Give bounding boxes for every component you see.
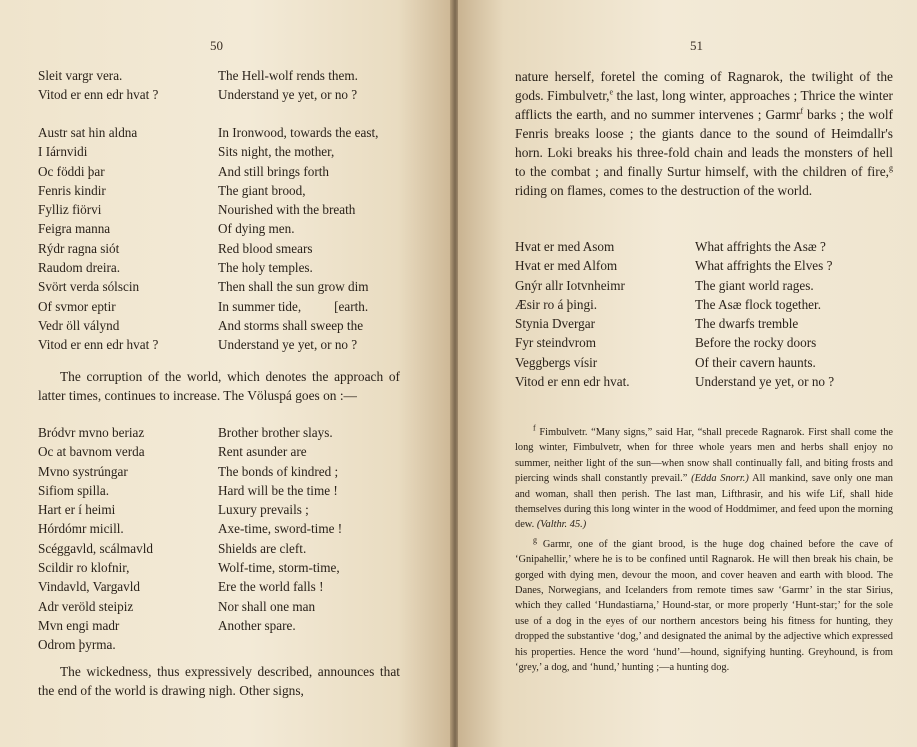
paragraph-text xyxy=(515,67,893,200)
old-norse-line: Fyr steindvrom xyxy=(515,335,596,351)
translation-line: Understand ye yet, or no ? xyxy=(695,374,835,390)
footnote-g xyxy=(515,537,893,676)
verse-line xyxy=(515,256,905,275)
page-number-right: 51 xyxy=(690,38,703,53)
old-norse-line: Vitod er enn edr hvat. xyxy=(515,374,630,390)
footnote-marker: e xyxy=(609,87,614,97)
verse-line xyxy=(515,295,905,314)
footnote-f xyxy=(515,425,893,533)
verse-line xyxy=(38,577,438,596)
translation-line: The giant world rages. xyxy=(695,277,814,293)
translation-line: Of dying men. xyxy=(218,221,295,237)
verse-block-2 xyxy=(38,123,438,355)
verse-block-4 xyxy=(515,237,905,391)
verse-line xyxy=(38,142,438,161)
translation-line: Understand ye yet, or no ? xyxy=(218,87,358,103)
verse-line xyxy=(38,616,438,635)
translation-line: The Hell-wolf rends them. xyxy=(218,68,358,83)
old-norse-line: Fenris kindir xyxy=(38,182,106,198)
old-norse-line: Æsir ro á þingi. xyxy=(515,296,598,312)
verse-line xyxy=(38,258,438,277)
old-norse-line: Hvat er med Alfom xyxy=(515,258,618,274)
text-run: nature herself, foretel the coming of Ragnarok, the twilight of the gods. Fimbulvetr, xyxy=(515,69,893,103)
text-run: All mankind, save only one man and woman, shall then perish. The last man, Lifthrasir, and his wife Lif, shall hide themselves during this long winter in the wood of Hoddmimer, and feed upon the morning dew. xyxy=(515,473,893,531)
verse-line xyxy=(515,353,905,372)
old-norse-line: Vedr öll válynd xyxy=(38,317,120,333)
verse-line xyxy=(515,276,905,295)
citation: (Edda Snorr.) xyxy=(691,473,749,485)
translation-line: Axe-time, sword-time ! xyxy=(218,521,343,537)
old-norse-line: Hórdómr micill. xyxy=(38,521,124,537)
translation-line: The dwarfs tremble xyxy=(695,316,799,332)
old-norse-line: Vindavld, Vargavld xyxy=(38,579,141,595)
verse-line xyxy=(38,635,438,654)
old-norse-line: Hart er í heimi xyxy=(38,502,116,518)
translation-line: The bonds of kindred ; xyxy=(218,463,339,479)
verse-line xyxy=(38,442,438,461)
old-norse-line: Veggbergs vísir xyxy=(515,354,598,370)
page-number-left: 50 xyxy=(210,38,223,53)
translation-line: Wolf-time, storm-time, xyxy=(218,560,340,576)
translation-line: What affrights the Asæ ? xyxy=(695,239,826,254)
old-norse-line: Feigra manna xyxy=(38,221,111,237)
verse-line xyxy=(38,239,438,258)
prose-paragraph-3 xyxy=(515,67,893,200)
translation-line: Then shall the sun grow dim xyxy=(218,279,369,295)
translation-line: Before the rocky doors xyxy=(695,335,817,351)
old-norse-line: Raudom dreira. xyxy=(38,260,121,276)
translation-line: Nourished with the breath xyxy=(218,202,356,218)
translation-line: Ere the world falls ! xyxy=(218,579,324,595)
text-run: the last, long winter, approaches ; Thrice the winter afflicts the earth, and no summer intervenes ; Garmr xyxy=(515,88,893,122)
footnote-marker: f xyxy=(533,423,536,433)
verse-line xyxy=(38,558,438,577)
verse-line xyxy=(38,539,438,558)
translation-line: The Asæ flock together. xyxy=(695,296,821,312)
translation-line: Red blood smears xyxy=(218,240,313,256)
verse-line xyxy=(38,85,438,104)
translation-line: Rent asunder are xyxy=(218,444,307,460)
verse-line xyxy=(38,316,438,335)
translation-line: In Ironwood, towards the east, xyxy=(218,125,379,140)
footnote-marker: g xyxy=(533,535,537,545)
translation-line: Hard will be the time ! xyxy=(218,482,338,498)
verse-line xyxy=(38,297,438,316)
verse-line xyxy=(38,219,438,238)
old-norse-line: Svört verda sólscin xyxy=(38,279,140,295)
old-norse-line: Stynia Dvergar xyxy=(515,316,595,332)
translation-line: The giant brood, xyxy=(218,182,306,198)
old-norse-line: Oc at bavnom verda xyxy=(38,444,145,460)
translation-line: Luxury prevails ; xyxy=(218,502,309,518)
old-norse-line: Hvat er med Asom xyxy=(515,239,615,254)
old-norse-line: Vitod er enn edr hvat ? xyxy=(38,87,159,103)
translation-line: What affrights the Elves ? xyxy=(695,258,833,274)
translation-line: Nor shall one man xyxy=(218,598,316,614)
old-norse-line: Gnýr allr Iotvnheimr xyxy=(515,277,625,293)
verse-line xyxy=(515,333,905,352)
old-norse-line: Mvno systrúngar xyxy=(38,463,128,479)
translation-line xyxy=(218,635,438,654)
old-norse-line: Of svmor eptir xyxy=(38,298,116,314)
old-norse-line: Austr sat hin aldna xyxy=(38,125,138,140)
translation-line: Another spare. xyxy=(218,617,296,633)
old-norse-line: Sifiom spilla. xyxy=(38,482,110,498)
old-norse-line: Vitod er enn edr hvat ? xyxy=(38,337,159,353)
translation-line: Sits night, the mother, xyxy=(218,144,335,160)
prose-paragraph-1 xyxy=(38,367,400,405)
paragraph-text: The corruption of the world, which denotes the approach of latter times, continues to increase. The Völuspá goes on :— xyxy=(38,369,400,403)
old-norse-line: I Iárnvidi xyxy=(38,144,88,160)
verse-line xyxy=(38,519,438,538)
old-norse-line: Adr veröld steipiz xyxy=(38,598,134,614)
translation-line: Brother brother slays. xyxy=(218,425,333,440)
old-norse-line: Bródvr mvno beriaz xyxy=(38,425,145,440)
paragraph-text: The wickedness, thus expressively described, announces that the end of the world is drawing nigh. Other signs, xyxy=(38,664,400,698)
old-norse-line: Fylliz fiörvi xyxy=(38,202,102,218)
footnote-marker: g xyxy=(889,163,893,173)
old-norse-line: Mvn engi madr xyxy=(38,617,120,633)
translation-line: In summer tide, [earth. xyxy=(218,298,369,314)
old-norse-line: Rýdr ragna siót xyxy=(38,240,120,256)
text-run: Fimbulvetr. “Many signs,” said Har, “shall precede Ragnarok. First shall come the long winter, Fimbulvetr, when for three whole years men and herbs shall enjoy no summer, neither light of the sun—when snow shall continually fall, and biting frosts and piercing winds shall constantly prevail.” xyxy=(515,427,893,485)
text-run: Garmr, one of the giant brood, is the huge dog chained before the cave of ‘Gnipahellir,’ where he is to be confined until Ragnarok. He will then break his chain, be gorged with dying men, devour the moon, and cover heaven and earth with blood. The Danes, Norwegians, and Icelanders from remote times saw ‘Garmr’ in the star Sirius, which they called ‘Hundastiarna,’ Hound-star, or more properly ‘Hunt-star;’ for the sole use of a dog in the eyes of our northern ancestors being his fitness for hunting, they dropped the substantive ‘dog,’ and designated the animal by the adjective which expressed his properties. Hence the word ‘hund’—hound, signifying hunting. Greyhound, is from ‘grey,’ a dog, and ‘hund,’ hunting ;—a hunting dog. xyxy=(515,538,893,674)
verse-line xyxy=(515,237,905,256)
verse-line xyxy=(38,181,438,200)
old-norse-line: Scéggavld, scálmavld xyxy=(38,540,153,556)
prose-paragraph-2 xyxy=(38,662,400,700)
translation-line: And still brings forth xyxy=(218,163,329,179)
footnote-marker: f xyxy=(800,106,804,116)
translation-line: The holy temples. xyxy=(218,260,313,276)
text-run: barks ; the wolf Fenris breaks loose ; the giants dance to the sound of Heimdallr's horn. Loki breaks his three-fold chain and leads the monsters of hell to the combat ; and finally Surtur himself, with the children of fire, xyxy=(515,107,893,179)
verse-line xyxy=(38,162,438,181)
verse-line xyxy=(515,314,905,333)
verse-block-1 xyxy=(38,66,438,105)
old-norse-line: Oc föddi þar xyxy=(38,163,105,179)
verse-line xyxy=(38,200,438,219)
left-page xyxy=(0,0,452,747)
verse-line xyxy=(38,123,438,142)
verse-line xyxy=(38,481,438,500)
verse-line xyxy=(515,372,905,391)
verse-line xyxy=(38,66,438,85)
old-norse-line: Odrom þyrma. xyxy=(38,637,116,653)
old-norse-line: Scildir ro klofnir, xyxy=(38,560,130,576)
translation-line: Understand ye yet, or no ? xyxy=(218,337,358,353)
verse-line xyxy=(38,423,438,442)
right-page xyxy=(458,0,917,747)
verse-line xyxy=(38,500,438,519)
old-norse-line: Sleit vargr vera. xyxy=(38,68,123,83)
translation-line: Of their cavern haunts. xyxy=(695,354,816,370)
footnotes xyxy=(515,425,893,680)
translation-line: And storms shall sweep the xyxy=(218,317,364,333)
verse-line xyxy=(38,335,438,354)
translation-line: Shields are cleft. xyxy=(218,540,307,556)
citation: (Valthr. 45.) xyxy=(536,519,587,531)
verse-line xyxy=(38,597,438,616)
text-run: riding on flames, comes to the destruction of the world. xyxy=(515,183,813,198)
verse-line xyxy=(38,277,438,296)
verse-line xyxy=(38,462,438,481)
verse-block-3 xyxy=(38,423,438,655)
